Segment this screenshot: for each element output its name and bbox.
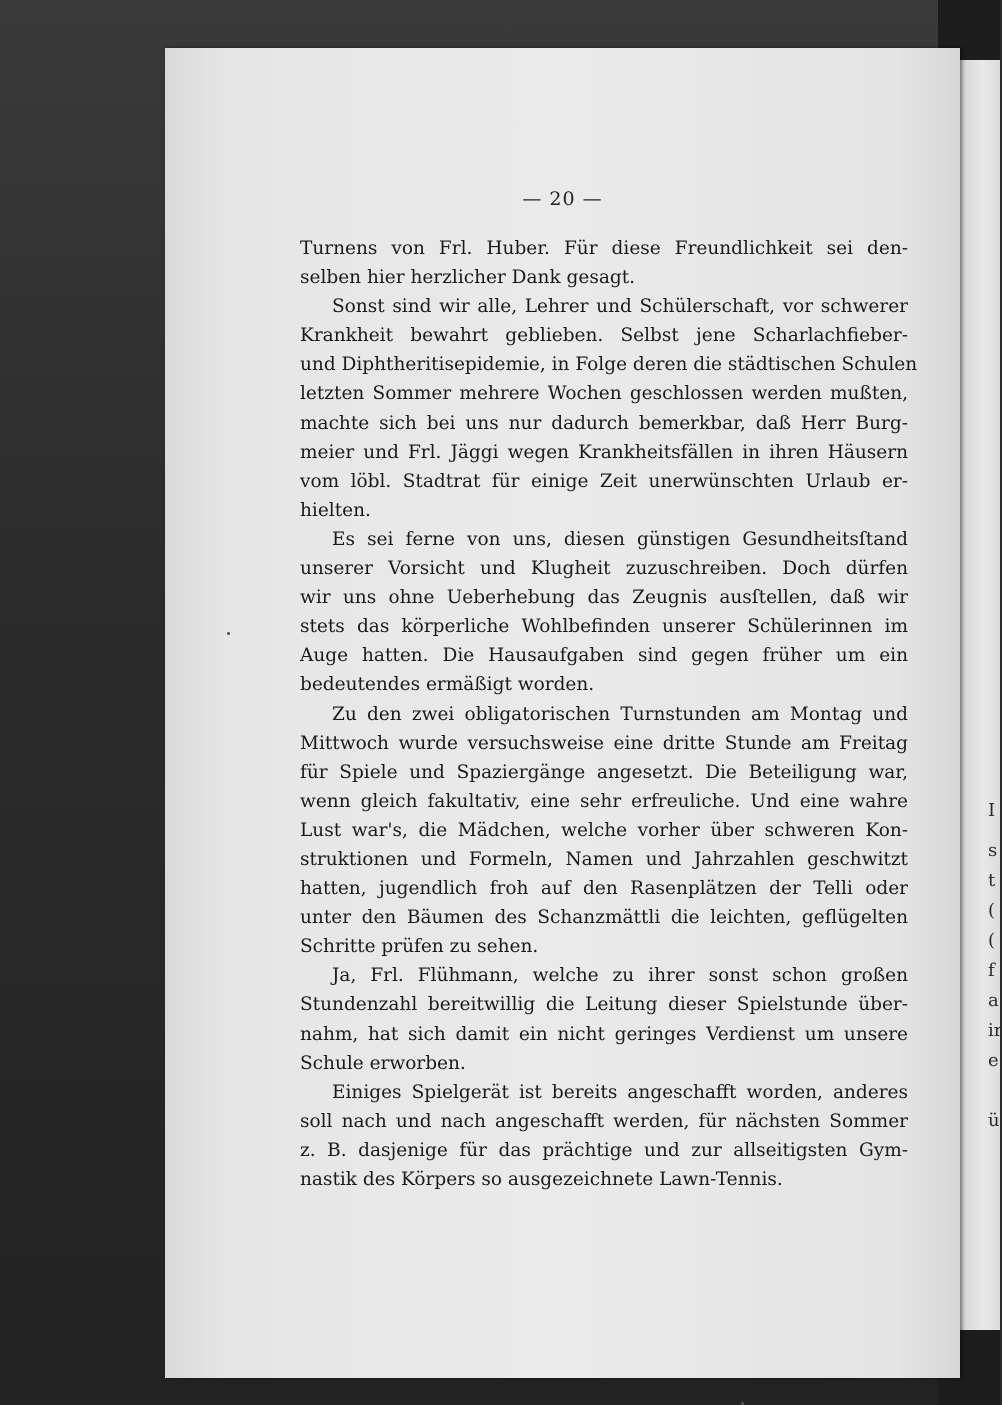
text-line: Mittwoch wurde versuchsweise eine dritte Stunde am Freitag: [300, 732, 908, 754]
adjacent-page-fragment: t: [988, 870, 996, 891]
text-line: Ja, Frl. Flühmann, welche zu ihrer sonst schon großen: [332, 965, 908, 987]
text-line: stets das körperliche Wohlbefinden unserer Schülerinnen im: [300, 616, 908, 638]
text-line: Auge hatten. Die Hausaufgaben sind gegen früher um ein: [300, 645, 908, 667]
text-line: letzten Sommer mehrere Wochen geschlossen werden mußten,: [300, 383, 908, 405]
text-line: Einiges Spielgerät ist bereits angeschafft worden, anderes: [332, 1081, 908, 1103]
text-line: vom löbl. Stadtrat für einige Zeit unerwünschten Urlaub er-: [300, 470, 908, 492]
text-line: und Diphtheritisepidemie, in Folge deren die städtischen Schulen: [300, 354, 918, 376]
text-line: wenn gleich fakultativ, eine sehr erfreuliche. Und eine wahre: [300, 790, 908, 812]
page-number-text: — 20 —: [522, 188, 603, 210]
text-line: soll nach und nach angeschafft werden, für nächsten Sommer: [300, 1110, 908, 1132]
text-line: unserer Vorsicht und Klugheit zuzuschreiben. Doch dürfen: [300, 558, 908, 580]
text-line: meier und Frl. Jäggi wegen Krankheitsfällen in ihren Häusern: [300, 441, 908, 463]
adjacent-page-fragment: s: [988, 840, 998, 861]
text-line: machte sich bei uns nur dadurch bemerkbar, daß Herr Burg-: [300, 412, 908, 434]
text-line: Schule erworben.: [300, 1052, 466, 1074]
text-line: z. B. dasjenige für das prächtige und zur allseitigsten Gym-: [300, 1139, 908, 1161]
adjacent-page-fragment: (: [988, 900, 996, 921]
text-line: unter den Bäumen des Schanzmättli die leichten, geflügelten: [300, 907, 908, 929]
body-text: [300, 234, 918, 1194]
text-line: Lust war's, die Mädchen, welche vorher über schweren Kon-: [300, 819, 908, 841]
adjacent-page-edge: [958, 60, 1000, 1330]
adjacent-page-fragment: e: [988, 1050, 999, 1071]
text-line: nahm, hat sich damit ein nicht geringes Verdienst um unsere: [300, 1023, 908, 1045]
text-line: hatten, jugendlich froh auf den Rasenplätzen der Telli oder: [300, 878, 908, 900]
adjacent-page-fragment: ü: [988, 1110, 1000, 1131]
page-number: [165, 188, 960, 210]
text-line: wir uns ohne Ueberhebung das Zeugnis ausſtellen, daß wir: [300, 587, 908, 609]
text-line: selben hier herzlicher Dank gesagt.: [300, 267, 636, 289]
text-line: Zu den zwei obligatorischen Turnstunden am Montag und: [332, 703, 908, 725]
text-line: Sonst sind wir alle, Lehrer und Schülerschaft, vor schwerer: [332, 296, 908, 318]
scan-speck: [227, 632, 230, 635]
adjacent-page-fragment: a: [988, 990, 999, 1011]
book-page: [165, 48, 960, 1378]
adjacent-page-fragment: (: [988, 930, 996, 951]
adjacent-page-fragment: I: [988, 800, 996, 821]
text-line: Stundenzahl bereitwillig die Leitung dieser Spielstunde über-: [300, 994, 908, 1016]
text-line: nastik des Körpers so ausgezeichnete Lawn-Tennis.: [300, 1169, 783, 1190]
text-line: Schritte prüfen zu sehen.: [300, 936, 539, 958]
text-line: Turnens von Frl. Huber. Für diese Freundlichkeit sei den-: [300, 238, 908, 259]
text-line: Krankheit bewahrt geblieben. Selbst jene Scharlachfieber-: [300, 325, 908, 347]
text-line: struktionen und Formeln, Namen und Jahrzahlen geschwitzt: [300, 848, 908, 870]
adjacent-page-fragment: ir: [988, 1020, 1002, 1041]
text-line: für Spiele und Spaziergänge angesetzt. Die Beteiligung war,: [300, 761, 908, 783]
text-line: hielten.: [300, 499, 371, 521]
text-line: bedeutendes ermäßigt worden.: [300, 674, 595, 696]
adjacent-page-fragment: f: [988, 960, 995, 981]
text-line: Es sei ferne von uns, diesen günstigen Gesundheitsſtand: [332, 528, 908, 550]
